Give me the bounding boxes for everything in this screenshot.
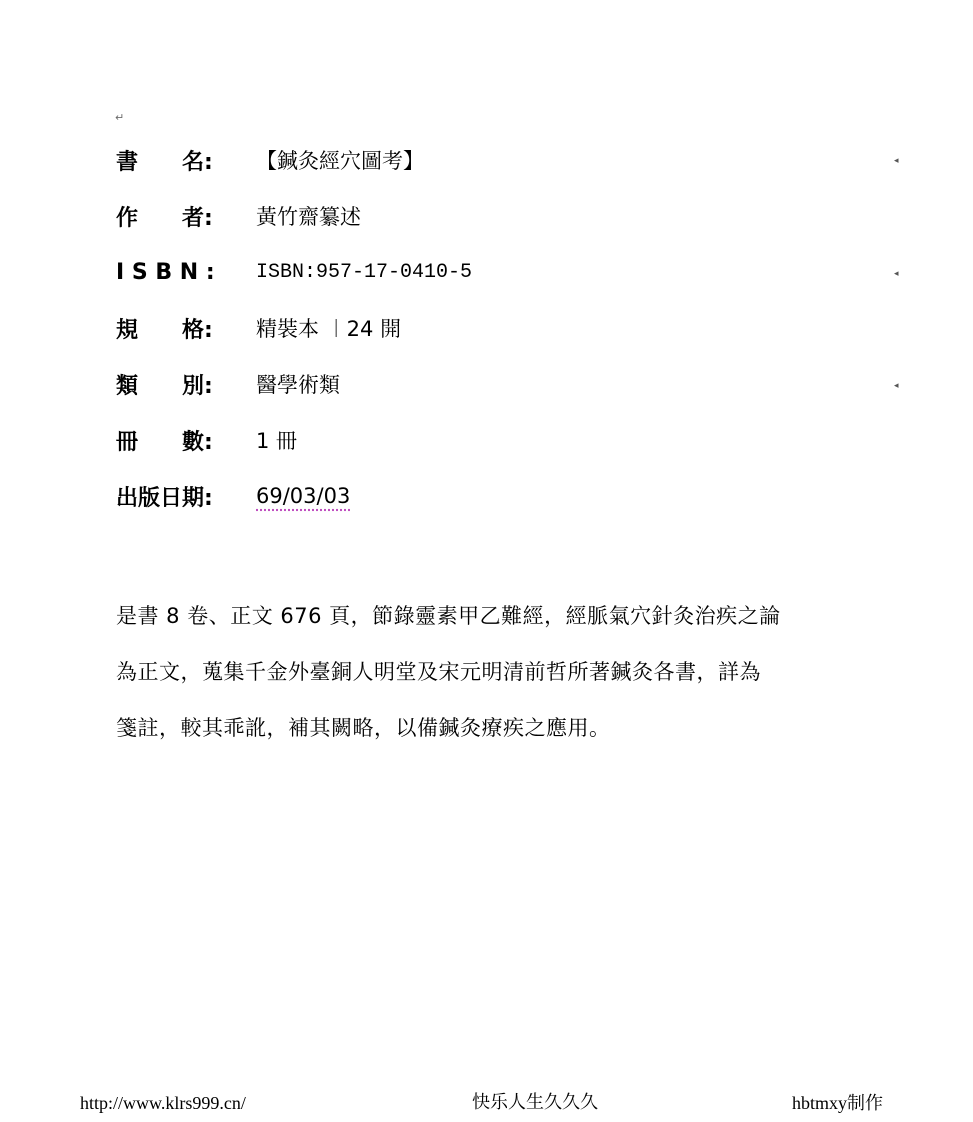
meta-label-volumes: 冊 數: [116, 429, 213, 455]
row-end-mark-icon: ◂ [894, 381, 899, 391]
meta-value-title: 【鍼灸經穴圖考】 [256, 149, 424, 173]
meta-label-isbn: I S B N : [116, 259, 215, 285]
meta-label-title: 書 名: [116, 149, 213, 175]
footer-url: http://www.klrs999.cn/ [80, 1093, 246, 1113]
meta-value-volumes: 1 冊 [256, 429, 298, 453]
meta-row-category [116, 369, 340, 399]
meta-row-volumes [116, 425, 297, 455]
footer-credit: hbtmxy制作 [792, 1093, 884, 1113]
description-line: 是書 8 卷、正文 676 頁，節錄靈素甲乙難經，經脈氣穴針灸治疾之論 [116, 604, 781, 628]
meta-row-date [116, 481, 350, 511]
meta-value-format: 精裝本 ︱24 開 [256, 317, 402, 341]
description-line: 為正文，蒐集千金外臺銅人明堂及宋元明清前哲所著鍼灸各書，詳為 [116, 660, 761, 684]
row-end-mark-icon: ◂ [894, 269, 899, 279]
description-line: 箋註，較其乖訛，補其闕略，以備鍼灸療疾之應用。 [116, 716, 611, 740]
meta-value-isbn: ISBN:957-17-0410-5 [256, 260, 473, 284]
meta-label-format: 規 格: [116, 317, 213, 343]
meta-row-format [116, 313, 401, 343]
row-end-mark-icon: ◂ [894, 156, 899, 166]
description-paragraph [116, 588, 886, 756]
paragraph-mark-icon: ↵ [115, 111, 125, 124]
meta-row-title [116, 145, 424, 175]
meta-value-date: 69/03/03 [256, 484, 351, 508]
meta-value-category: 醫學術類 [256, 373, 340, 397]
meta-label-author: 作 者: [116, 205, 213, 231]
meta-row-author [116, 201, 361, 231]
meta-label-category: 類 別: [116, 373, 213, 399]
footer-site-name: 快乐人生久久久 [472, 1092, 598, 1113]
meta-value-author: 黃竹齋纂述 [256, 205, 361, 229]
meta-row-isbn [116, 257, 472, 287]
meta-label-date: 出版日期: [116, 485, 213, 511]
